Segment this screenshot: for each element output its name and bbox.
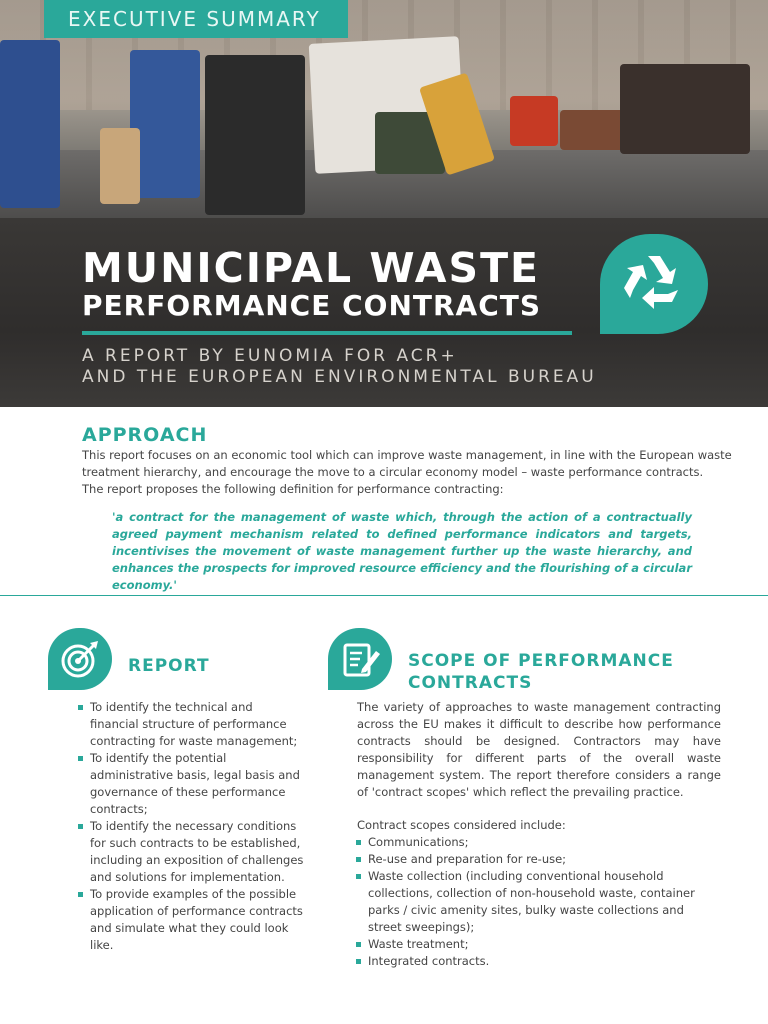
recycle-icon	[618, 248, 690, 320]
approach-text-line3: The report proposes the following definition for performance contracting:	[82, 482, 504, 496]
page-title: MUNICIPAL WASTE	[82, 244, 541, 292]
report-heading: REPORT	[128, 656, 210, 676]
approach-text-line1: This report focuses on an economic tool which can improve waste management, in line with the European waste	[82, 448, 732, 462]
black-bin	[205, 55, 305, 215]
sofa-pile	[620, 64, 750, 154]
definition-quote: 'a contract for the management of waste which, through the action of a contractually agreed payment mechanism related to defined performance indicators and targets, incentivises the movement of waste management further up the waste hierarchy, and enhances the prospects for improved resource efficiency and the flourishing of a circular economy.'	[112, 510, 692, 592]
section-divider	[0, 595, 768, 596]
list-item: To identify the necessary conditions for such contracts to be established, including an exposition of challenges and solutions for implementation.	[76, 818, 304, 886]
scope-heading-line1: SCOPE OF PERFORMANCE	[408, 651, 674, 671]
scope-heading-line2: CONTRACTS	[408, 673, 533, 693]
list-item: Communications;	[354, 834, 720, 851]
list-item: Re-use and preparation for re-use;	[354, 851, 720, 868]
scope-paragraph: The variety of approaches to waste management contracting across the EU makes it difficult to describe how performance contracts should be designed. Contractors may have responsibility for different parts of the overall waste management system. The report therefore considers a range of 'contract scopes' which reflect the prevailing practice.	[357, 700, 721, 799]
document-pen-icon	[340, 639, 380, 679]
approach-heading: APPROACH	[82, 424, 208, 446]
title-underline	[82, 331, 572, 335]
scope-list-intro: Contract scopes considered include:	[357, 818, 566, 832]
subtitle-line1: A REPORT BY EUNOMIA FOR ACR+	[82, 346, 458, 366]
cardboard-box	[100, 128, 140, 204]
list-item: Waste collection (including conventional household collections, collection of non-household waste, container parks / civic amenity sites, bulky waste collections and street sweepings);	[354, 868, 720, 936]
page-title-line2: PERFORMANCE CONTRACTS	[82, 289, 542, 322]
approach-text-line2: treatment hierarchy, and encourage the move to a circular economy model – waste performance contracts.	[82, 465, 704, 479]
list-item: To identify the potential administrative basis, legal basis and governance of these performance contracts;	[76, 750, 304, 818]
list-item: To identify the technical and financial structure of performance contracting for waste management;	[76, 699, 304, 750]
report-list	[76, 699, 304, 954]
list-item: To provide examples of the possible application of performance contracts and simulate what they could look like.	[76, 886, 304, 954]
list-item: Waste treatment;	[354, 936, 720, 953]
subtitle-line2: AND THE EUROPEAN ENVIRONMENTAL BUREAU	[82, 367, 597, 387]
target-icon	[60, 639, 100, 679]
red-chair	[510, 96, 558, 146]
recycle-badge	[600, 234, 708, 334]
report-badge	[48, 628, 112, 690]
scope-list	[354, 834, 720, 970]
executive-summary-tab: EXECUTIVE SUMMARY	[44, 0, 348, 38]
list-item: Integrated contracts.	[354, 953, 720, 970]
hero-photo	[0, 0, 768, 218]
scope-badge	[328, 628, 392, 690]
blue-bin	[0, 40, 60, 208]
blue-bin	[130, 50, 200, 198]
